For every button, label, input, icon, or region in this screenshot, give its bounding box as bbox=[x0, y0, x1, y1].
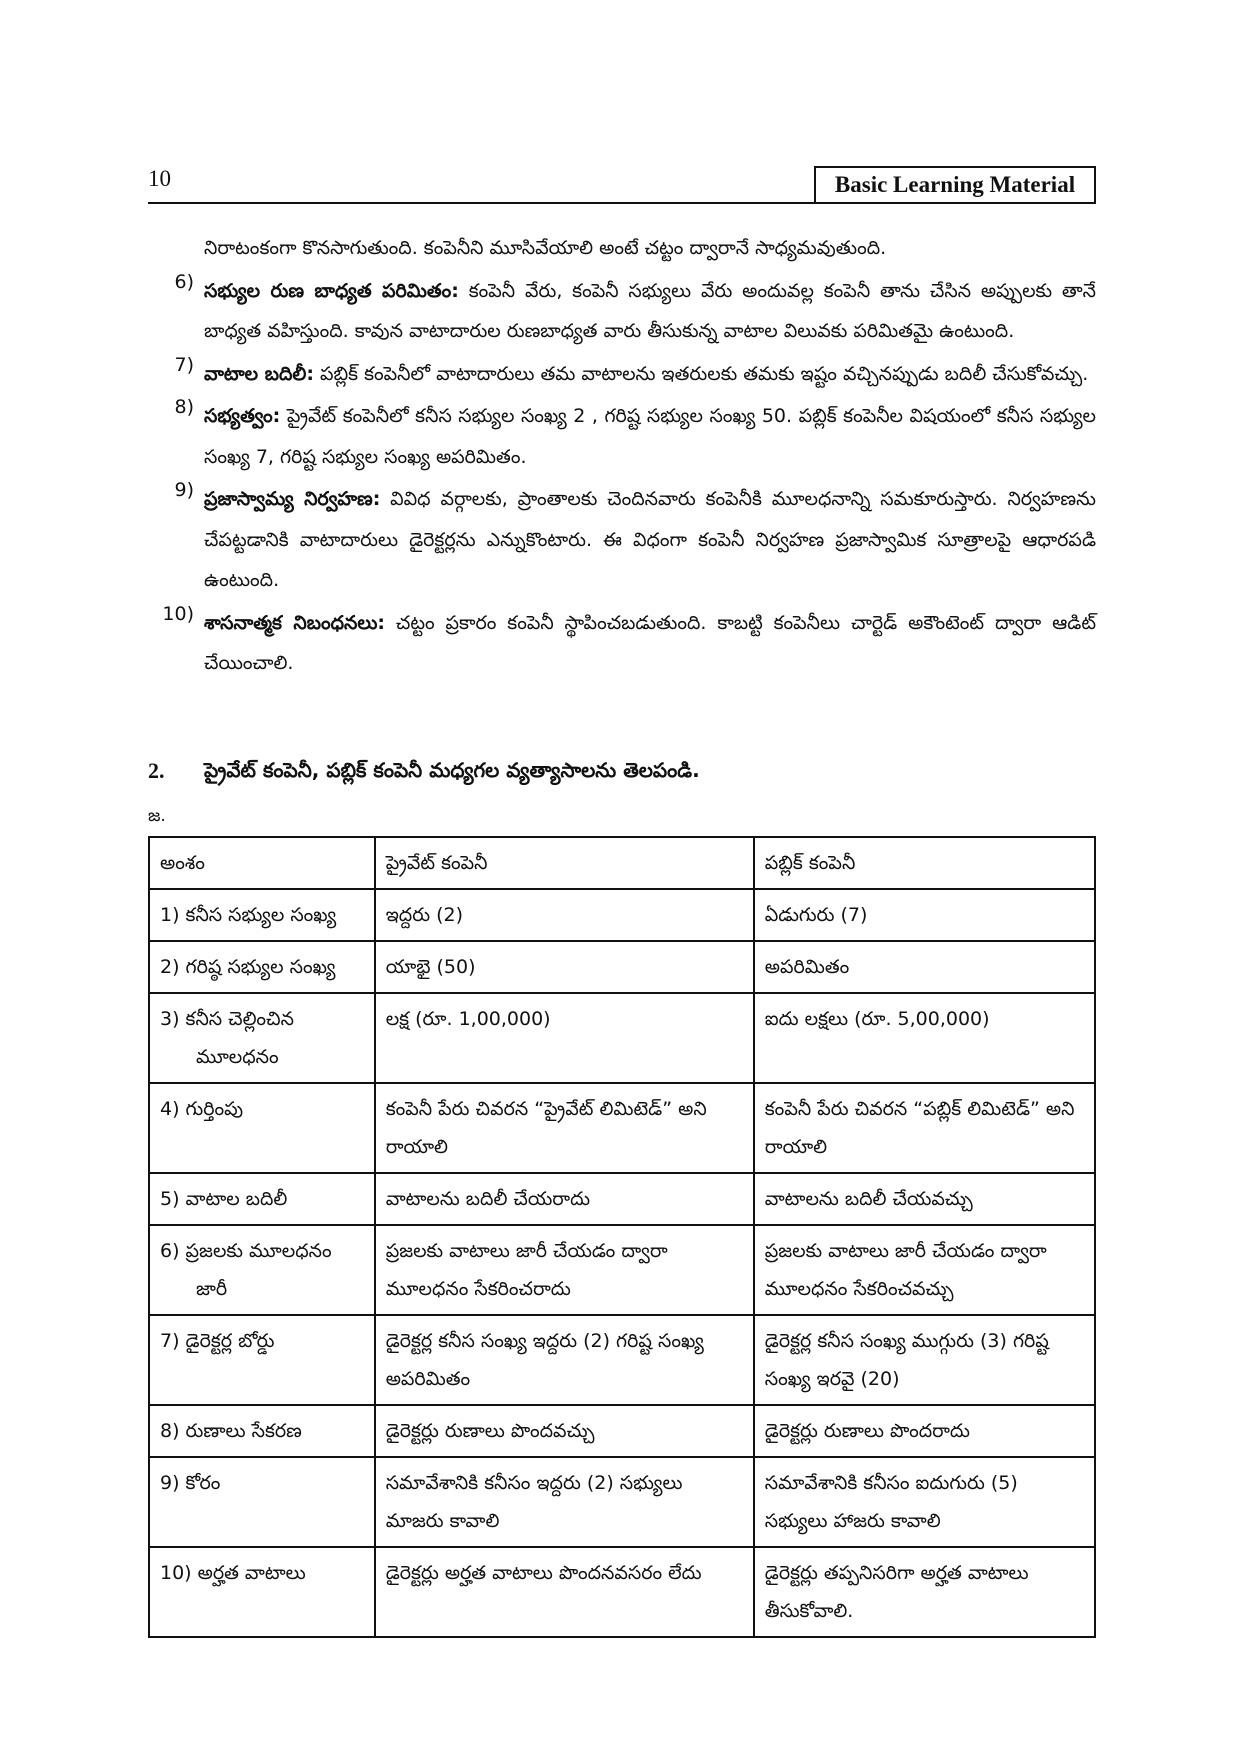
column-header-public: పబ్లిక్ కంపెనీ bbox=[754, 837, 1095, 889]
private-cell: డైరెక్టర్లు రుణాలు పొందవచ్చు bbox=[375, 1405, 754, 1457]
aspect-cell bbox=[149, 1457, 375, 1547]
table-row bbox=[149, 1457, 1095, 1547]
item-text bbox=[204, 479, 1096, 601]
public-cell: ప్రజలకు వాటాలు జారీ చేయడం ద్వారా మూలధనం సేకరించవచ్చు bbox=[754, 1225, 1095, 1315]
item-description: చట్టం ప్రకారం కంపెనీ స్థాపించబడుతుంది. కాబట్టి కంపెనీలు చార్టెడ్ అకౌంటెంట్ ద్వారా ఆడిట్ చేయించాలి. bbox=[204, 611, 1096, 674]
column-header-private: ప్రైవేట్ కంపెనీ bbox=[375, 837, 754, 889]
table-row bbox=[149, 889, 1095, 941]
aspect-cell bbox=[149, 1315, 375, 1405]
column-header-aspect: అంశం bbox=[149, 837, 375, 889]
aspect-cell bbox=[149, 1405, 375, 1457]
answer-label: జ. bbox=[148, 806, 166, 826]
item-text bbox=[204, 354, 1096, 395]
aspect-cell bbox=[149, 1083, 375, 1173]
aspect-cell bbox=[149, 993, 375, 1083]
private-cell: డైరెక్టర్లు అర్హత వాటాలు పొందనవసరం లేదు bbox=[375, 1547, 754, 1637]
item-term: ప్రజాస్వామ్య నిర్వహణ: bbox=[204, 488, 381, 510]
aspect-text: 3) కనీస చెల్లించిన మూలధనం bbox=[160, 1008, 294, 1068]
list-item bbox=[148, 396, 1096, 477]
aspect-text: 5) వాటాల బదిలీ bbox=[160, 1188, 288, 1210]
aspect-cell bbox=[149, 889, 375, 941]
aspect-text: 4) గుర్తింపు bbox=[160, 1098, 244, 1120]
table-row bbox=[149, 993, 1095, 1083]
public-cell: వాటాలను బదిలీ చేయవచ్చు bbox=[754, 1173, 1095, 1225]
table-header-row bbox=[149, 837, 1095, 889]
item-text bbox=[204, 271, 1096, 352]
item-term: శాసనాత్మక నిబంధనలు: bbox=[204, 611, 385, 634]
item-text bbox=[204, 396, 1096, 477]
aspect-text: 8) రుణాలు సేకరణ bbox=[160, 1420, 302, 1442]
aspect-cell bbox=[149, 1173, 375, 1225]
aspect-text: 10) అర్హత వాటాలు bbox=[160, 1562, 306, 1584]
public-cell: కంపెనీ పేరు చివరన “పబ్లిక్ లిమిటెడ్” అని రాయాలి bbox=[754, 1083, 1095, 1173]
item-number: 6) bbox=[174, 270, 194, 293]
question-text: ప్రైవేట్ కంపెనీ, పబ్లిక్ కంపెనీ మధ్యగల వ్యత్యాసాలను తెలపండి. bbox=[204, 758, 700, 782]
public-cell: డైరెక్టర్ల కనీస సంఖ్య ముగ్గురు (3) గరిష్ట సంఖ్య ఇరవై (20) bbox=[754, 1315, 1095, 1405]
item-number: 9) bbox=[174, 479, 194, 501]
item-term: సభ్యత్వం: bbox=[204, 405, 281, 427]
aspect-cell bbox=[149, 1225, 375, 1315]
private-cell: లక్ష (రూ. 1,00,000) bbox=[375, 993, 754, 1083]
item-text bbox=[204, 603, 1096, 684]
item-description: వివిధ వర్గాలకు, ప్రాంతాలకు చెందినవారు కంపెనీకి మూలధనాన్ని సమకూరుస్తారు. నిర్వహణను చేపట్టడానికి వాటాదారులు డైరెక్టర్లను ఎన్నుకొంటారు. ఈ విధంగా కంపెనీ నిర్వహణ ప్రజాస్వామిక సూత్రాలపై ఆధారపడి ఉంటుంది. bbox=[204, 488, 1096, 591]
aspect-text: 7) డైరెక్టర్ల బోర్డు bbox=[160, 1330, 275, 1352]
aspect-text: 9) కోరం bbox=[160, 1472, 221, 1494]
table-row bbox=[149, 1547, 1095, 1637]
item-description: కంపెనీ వేరు, కంపెనీ సభ్యులు వేరు అందువల్ల కంపెనీ తాను చేసిన అప్పులకు తానే బాధ్యత వహిస్తుంది. కావున వాటాదారుల రుణబాధ్యత వారు తీసుకున్న వాటాల విలువకు పరిమితమై ఉంటుంది. bbox=[204, 279, 1096, 342]
header-rule bbox=[148, 202, 1096, 204]
list-item bbox=[148, 603, 1096, 684]
table-row bbox=[149, 1083, 1095, 1173]
list-item bbox=[148, 271, 1096, 352]
table-row bbox=[149, 941, 1095, 993]
private-cell: ప్రజలకు వాటాలు జారీ చేయడం ద్వారా మూలధనం సేకరించరాదు bbox=[375, 1225, 754, 1315]
table-row bbox=[149, 1173, 1095, 1225]
item-number: 10) bbox=[162, 602, 194, 625]
public-cell: డైరెక్టర్లు రుణాలు పొందరాదు bbox=[754, 1405, 1095, 1457]
public-cell: అపరిమితం bbox=[754, 941, 1095, 993]
body-text bbox=[148, 228, 1096, 686]
private-cell: కంపెనీ పేరు చివరన “ప్రైవేట్ లిమిటెడ్” అని రాయాలి bbox=[375, 1083, 754, 1173]
item-number: 7) bbox=[174, 353, 194, 376]
question-number: 2. bbox=[148, 758, 165, 783]
item-term: సభ్యుల రుణ బాధ్యత పరిమితం: bbox=[204, 279, 459, 302]
private-cell: డైరెక్టర్ల కనీస సంఖ్య ఇద్దరు (2) గరిష్ట సంఖ్య అపరిమితం bbox=[375, 1315, 754, 1405]
item-description: ప్రైవేట్ కంపెనీలో కనీస సభ్యుల సంఖ్య 2 , గరిష్ట సభ్యుల సంఖ్య 50. పబ్లిక్ కంపెనీల విషయంలో కనీస సభ్యుల సంఖ్య 7, గరిష్ట సభ్యుల సంఖ్య అపరిమితం. bbox=[204, 405, 1096, 468]
running-title: Basic Learning Material bbox=[814, 166, 1096, 204]
public-cell: ఐదు లక్షలు (రూ. 5,00,000) bbox=[754, 993, 1095, 1083]
page-number: 10 bbox=[148, 166, 171, 191]
aspect-text: 6) ప్రజలకు మూలధనం జారీ bbox=[160, 1240, 332, 1300]
public-cell: సమావేశానికి కనీసం ఐదుగురు (5) సభ్యులు హాజరు కావాలి bbox=[754, 1457, 1095, 1547]
public-cell: ఏడుగురు (7) bbox=[754, 889, 1095, 941]
table-row bbox=[149, 1405, 1095, 1457]
item-term: వాటాల బదిలీ: bbox=[204, 362, 314, 385]
question-heading bbox=[148, 758, 1096, 787]
private-cell: యాభై (50) bbox=[375, 941, 754, 993]
aspect-cell bbox=[149, 1547, 375, 1637]
list-item bbox=[148, 354, 1096, 395]
table-row bbox=[149, 1225, 1095, 1315]
table-row bbox=[149, 1315, 1095, 1405]
aspect-text: 1) కనీస సభ్యుల సంఖ్య bbox=[160, 904, 337, 926]
continuation-paragraph: నిరాటంకంగా కొనసాగుతుంది. కంపెనీని మూసివేయాలి అంటే చట్టం ద్వారానే సాధ్యమవుతుంది. bbox=[204, 237, 887, 259]
private-cell: ఇద్దరు (2) bbox=[375, 889, 754, 941]
aspect-text: 2) గరిష్ఠ సభ్యుల సంఖ్య bbox=[160, 956, 336, 978]
comparison-table bbox=[148, 836, 1096, 1638]
item-description: పబ్లిక్ కంపెనీలో వాటాదారులు తమ వాటాలను ఇతరులకు తమకు ఇష్టం వచ్చినప్పుడు బదిలీ చేసుకోవచ్చు. bbox=[313, 362, 1089, 385]
private-cell: వాటాలను బదిలీ చేయరాదు bbox=[375, 1173, 754, 1225]
list-item bbox=[148, 479, 1096, 601]
private-cell: సమావేశానికి కనీసం ఇద్దరు (2) సభ్యులు మాజరు కావాలి bbox=[375, 1457, 754, 1547]
public-cell: డైరెక్టర్లు తప్పనిసరిగా అర్హత వాటాలు తీసుకోవాలి. bbox=[754, 1547, 1095, 1637]
aspect-cell bbox=[149, 941, 375, 993]
item-number: 8) bbox=[174, 396, 194, 418]
